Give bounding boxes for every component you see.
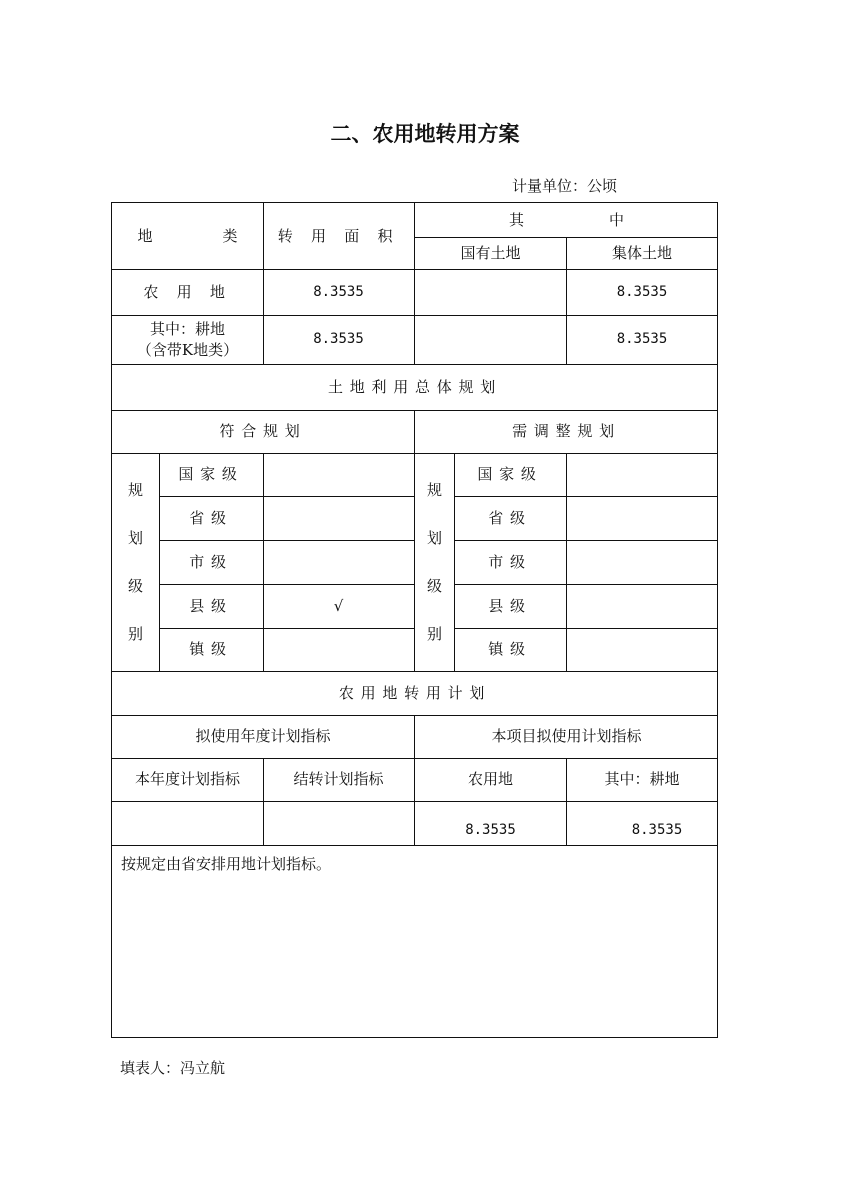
conform-level-city: 市级: [189, 552, 233, 571]
filled-by: 填表人：冯立航: [120, 1059, 226, 1077]
arable-collective: 8.3535: [616, 331, 668, 348]
adjust-mark-city: [566, 540, 718, 584]
project-indicator-header: 本项目拟使用计划指标: [491, 727, 642, 746]
land-use-plan-title: 土地利用总体规划: [327, 377, 502, 396]
plan-arable-header: 其中：耕地: [604, 770, 680, 789]
arable-label: 其中：耕地 （含带K地类）: [136, 320, 239, 359]
farmland-area: 8.3535: [313, 283, 364, 300]
conform-plan-header: 符合规划: [219, 422, 307, 441]
plan-farmland-value: 8.3535: [465, 821, 516, 838]
adjust-level-town: 镇级: [488, 640, 532, 659]
arable-state: [415, 315, 566, 364]
conversion-form-table: [111, 202, 718, 1038]
adjust-mark-town: [566, 628, 718, 671]
land-type-header: 地 类: [137, 226, 238, 245]
adjust-level-county: 县级: [488, 596, 532, 615]
carryover-indicator-header: 结转计划指标: [293, 770, 384, 789]
farmland-state: [415, 269, 566, 315]
plan-arable-value: 8.3535: [631, 821, 683, 838]
adjust-mark-county: [566, 584, 718, 628]
adjust-level-provincial: 省级: [488, 508, 532, 527]
conform-level-national: 国家级: [178, 465, 244, 484]
adjust-level-city: 市级: [488, 552, 532, 571]
conform-mark-city: [263, 540, 414, 584]
conform-mark-national: [263, 453, 414, 496]
adjust-mark-provincial: [566, 496, 718, 540]
page-title: 二、农用地转用方案: [330, 122, 520, 146]
annual-indicator-header: 拟使用年度计划指标: [195, 727, 331, 746]
adjust-mark-national: [566, 453, 718, 496]
carryover-indicator-value: [263, 801, 414, 845]
plan-farmland-header: 农用地: [467, 770, 513, 789]
this-year-indicator-header: 本年度计划指标: [134, 770, 240, 789]
farmland-collective: 8.3535: [616, 283, 668, 300]
this-year-indicator-value: [112, 801, 263, 845]
of-which-header: 其 中: [508, 210, 625, 229]
conform-level-provincial: 省级: [189, 508, 233, 527]
unit-label: 计量单位：公顷: [512, 177, 618, 195]
conversion-plan-title: 农用地转用计划: [338, 683, 492, 702]
adjust-level-national: 国家级: [477, 465, 543, 484]
conform-mark-county-check-icon: √: [333, 596, 344, 615]
conform-level-town: 镇级: [189, 640, 233, 659]
plan-level-label-right: 规 划 级 别: [426, 480, 442, 644]
collective-land-header: 集体土地: [611, 243, 672, 262]
plan-level-label-left: 规 划 级 别: [127, 480, 143, 644]
farmland-label: 农 用 地: [143, 282, 232, 301]
remarks-text: 按规定由省安排用地计划指标。: [121, 855, 332, 873]
state-land-header: 国有土地: [460, 243, 521, 262]
converted-area-header: 转 用 面 积: [277, 226, 400, 245]
conform-mark-town: [263, 628, 414, 671]
conform-mark-provincial: [263, 496, 414, 540]
adjust-plan-header: 需调整规划: [512, 422, 621, 441]
conform-level-county: 县级: [189, 596, 233, 615]
arable-area: 8.3535: [313, 331, 364, 348]
